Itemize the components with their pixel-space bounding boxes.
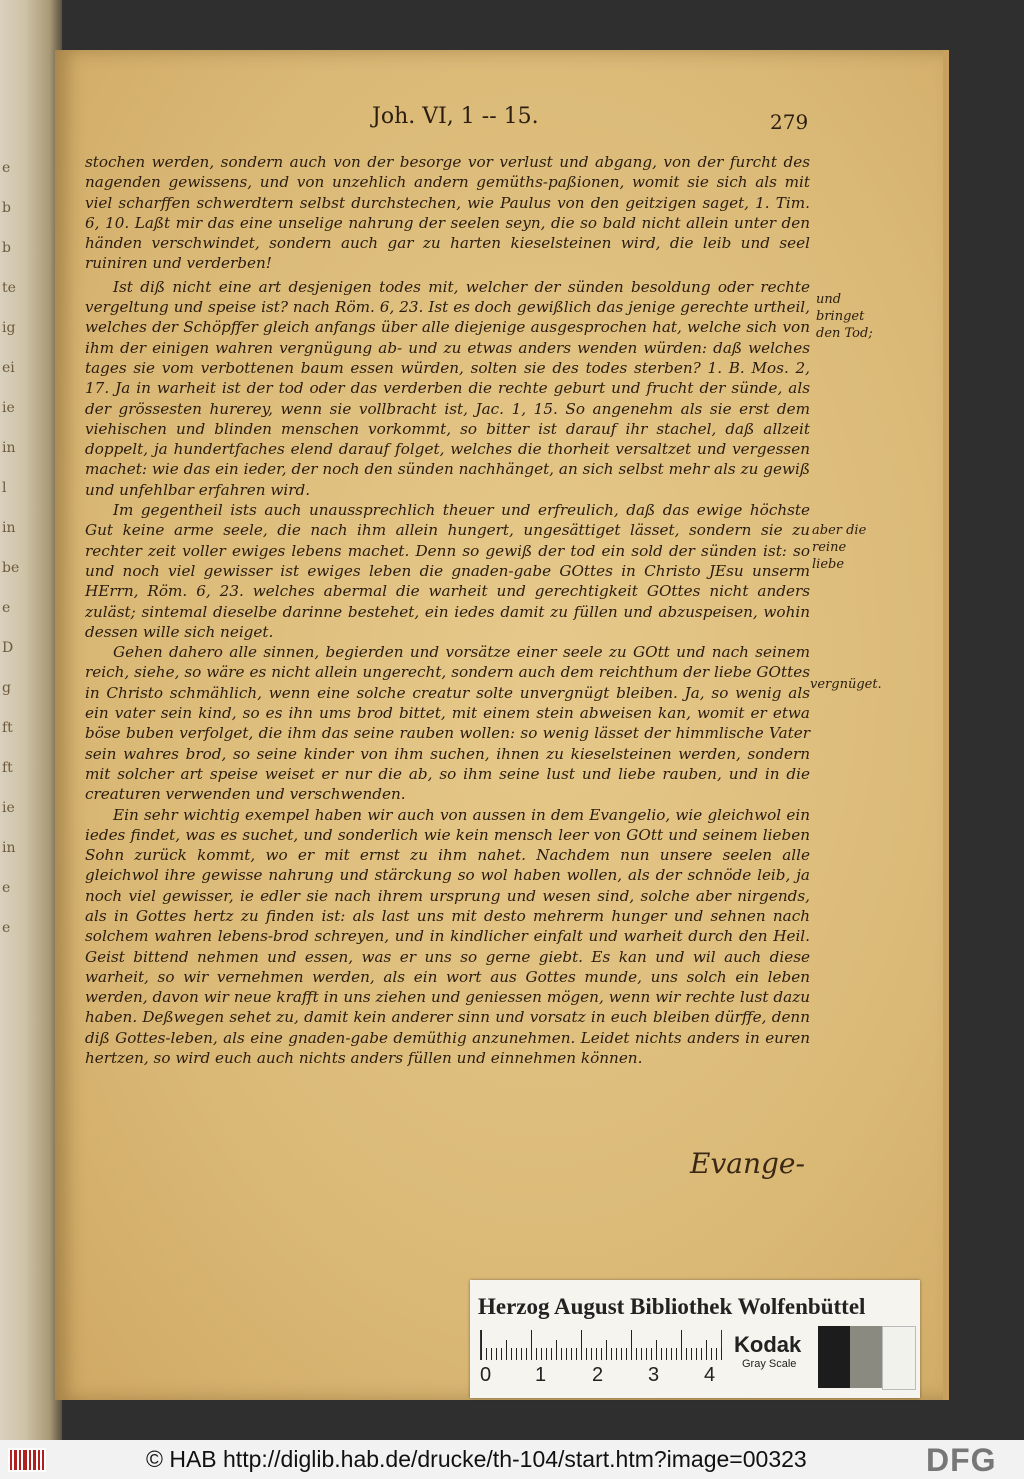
ruler-tick [541, 1348, 542, 1360]
ruler-tick [656, 1340, 657, 1360]
prev-page-fragment: ie [2, 400, 15, 416]
ruler-tick [521, 1348, 522, 1360]
ruler-tick [486, 1348, 487, 1360]
paragraph-2: Ist diß nicht eine art desjenigen todes mit, welcher der sünden besoldung oder rechte vergeltung und speise ist? nach Röm. 6, 23. Ist es doch gewißlich das jenige gerechte urtheil, welches der Schöpffer gleich anfangs über alle diejenige ausgesprochen hat, welche sich von ihm der einigen wahren vergnügung ab- und zu etwas anders wenden würden: daß welches tages sie vom verbottenen baum essen würden, solten sie des todes sterben? 1. B. Mos. 2, 17. Ja in warheit ist der tod oder das verderben die rechte geburt und frucht der sünde, als der grössesten hurerey, wenn sie vollbracht ist, Jac. 1, 15. So angenehm als sie erst dem viehischen und blinden menschen vorkommt, so bitter ist darauf ihr stachel, daß allzeit doppelt, ja hundertfaches elend darauf folget, welches die thorheit versaltzet und vergessen machet: wie das ein ieder, der noch den sünden nachhänget, an sich selbst mehr als zu gewiß und unfehlbar erfahren wird. [85, 277, 810, 499]
page-body-text [85, 152, 810, 1068]
paragraph-1: stochen werden, sondern auch von der besorge vor verlust und abgang, von der furcht des nagenden gewissens, und von unzehlich andern gemüths-paßionen, womit sie sich als mit viel scharffen schwerdtern selbst durchstechen, wie Paulus von den geitzigen saget, 1. Tim. 6, 10. Laßt mir das eine unselige nahrung der seelen seyn, die so bald nicht allein unter den händen verschwindet, sondern auch gar zu harten kieselsteinen wird, die leib und seel ruiniren und verderben! [85, 153, 810, 273]
previous-page-edge [0, 0, 62, 1440]
prev-page-fragment: e [2, 920, 11, 936]
prev-page-fragment: D [2, 640, 14, 656]
prev-page-fragment: ig [2, 320, 16, 336]
ruler-tick [706, 1340, 707, 1360]
prev-page-fragment: b [2, 200, 11, 216]
paragraph-4: Gehen dahero alle sinnen, begierden und vorsätze einer seele zu GOtt und nach seinem reich, siehe, so wäre es nicht allein ungerecht, sondern auch dem reichthum der liebe GOttes in Christo schmählich, wenn eine solche creatur solte unvergnügt bleiben. Ja, so wenig als ein vater sein kind, so es ihn ums brod bittet, mit einem stein abweisen kan, womit er etwa böse buben verfolget, die ihm das seine rauben wollen: so wenig lässet der himmlische Vater sein wahres brod, so seine kinder von ihm suchen, ihnen zu kieselsteinen werden, sondern mit solcher art speise weiset er nur die ab, so ihm seine lust und liebe rauben, und in die creaturen verwenden und verschwenden. [85, 643, 810, 804]
ruler-tick [611, 1348, 612, 1360]
ruler-tick [701, 1348, 702, 1360]
paragraph-5: Ein sehr wichtig exempel haben wir auch von aussen in dem Evangelio, wie gleichwol ein iedes findet, was es suchet, und sonderlich wie kein mensch leer von GOtt und seinem lieben Sohn zurück kommt, wo er mit ernst zu ihm nahet. Nachdem nun unsere seelen alle gleichwol ihre gewisse nahrung und stärckung so wol haben wollen, als der schnöde leib, ja noch viel gewisser, ie edler sie nach ihrem ursprung und wesen sind, solche aber nirgends, als in Gottes hertz zu finden ist: als last uns mit desto mehrerm hunger und sehnen nach solchem wahren lebens-brod schreyen, und in kindlicher einfalt und warheit durch den Heil. Geist bittend nehmen und essen, was er uns so gerne giebt. Es kan und wil auch diese warheit, so wir vernehmen werden, als ein wort aus Gottes munde, uns solch ein leben werden, davon wir neue krafft in uns ziehen und geniessen mögen, wenn wir rechte lust dazu haben. Deßwegen sehet zu, damit kein anderer sinn und vorsatz in euch bleiben dürffe, denn diß Gottes-leben, als eine gnaden-gabe demüthig anzunehmen. Leidet nichts anders in euren hertzen, so wird euch auch nichts anders füllen und einnehmen können. [85, 805, 810, 1068]
ruler-tick [506, 1340, 507, 1360]
ruler-tick [686, 1348, 687, 1360]
prev-page-fragment: in [2, 520, 16, 536]
ruler-tick [691, 1348, 692, 1360]
ruler-digit: 4 [704, 1364, 716, 1386]
kodak-name: Kodak [734, 1332, 802, 1357]
footer-copyright-link[interactable]: © HAB http://diglib.hab.de/drucke/th-104/start.htm?image=00323 [146, 1446, 807, 1472]
scale-ruler [480, 1330, 722, 1360]
prev-page-fragment: l [2, 480, 7, 496]
ruler-tick [551, 1348, 552, 1360]
prev-page-fragment: e [2, 600, 11, 616]
ruler-tick [651, 1348, 652, 1360]
running-title: Joh. VI, 1 -- 15. [372, 104, 539, 129]
page-number: 279 [770, 110, 809, 134]
footer-bar [0, 1440, 1024, 1479]
ruler-tick [721, 1348, 722, 1360]
ruler-tick [496, 1348, 497, 1360]
ruler-tick [561, 1348, 562, 1360]
ruler-tick [481, 1330, 482, 1360]
prev-page-fragment: e [2, 160, 11, 176]
ruler-digit: 1 [535, 1364, 547, 1386]
ruler-tick [676, 1348, 677, 1360]
ruler-digit: 0 [480, 1364, 492, 1386]
paragraph-3: Im gegentheil ists auch unaussprechlich theuer und erfreulich, daß das ewige höchste Gut keine arme seele, die nach ihm allein hungert, ungesättiget lässet, sondern sie zu rechter zeit voller ewiges lebens machet. Denn so gewiß der tod ein sold der sünden ist: so und noch viel gewisser ist ewiges leben die gnaden-gabe GOttes in Christo JEsu unserm HErrn, Röm. 6, 23. welches abermal die warheit und gerechtigkeit GOttes nicht anders zuläst; sintemal dieselbe darinne bestehet, ein iedes damit zu füllen und abzuspeisen, wohin dessen wille sich neiget. [85, 501, 810, 641]
ruler-tick [661, 1348, 662, 1360]
prev-page-fragment: g [2, 680, 11, 696]
ruler-tick [621, 1348, 622, 1360]
ruler-digit: 3 [648, 1364, 660, 1386]
prev-page-fragment: b [2, 240, 11, 256]
gray-patch-light [882, 1326, 916, 1390]
ruler-tick [566, 1348, 567, 1360]
prev-page-fragment: te [2, 280, 16, 296]
prev-page-fragment: ft [2, 760, 13, 776]
barcode-icon [8, 1448, 46, 1472]
ruler-tick [531, 1330, 532, 1360]
gray-patch-mid [850, 1326, 882, 1388]
ruler-tick [666, 1348, 667, 1360]
library-color-target [470, 1280, 920, 1398]
prev-page-fragment: be [2, 560, 20, 576]
margin-note-3: vergnüget. [810, 677, 882, 692]
ruler-tick [711, 1348, 712, 1360]
ruler-tick [491, 1348, 492, 1360]
ruler-tick [606, 1340, 607, 1360]
ruler-tick [671, 1348, 672, 1360]
ruler-tick [546, 1348, 547, 1360]
ruler-tick [596, 1348, 597, 1360]
ruler-tick [716, 1348, 717, 1360]
ruler-tick [526, 1348, 527, 1360]
margin-note-2: aber die reine liebe [812, 523, 867, 572]
catchword: Evange- [690, 1147, 805, 1180]
ruler-tick [571, 1348, 572, 1360]
prev-page-fragment: ie [2, 800, 15, 816]
prev-page-fragment: ft [2, 720, 13, 736]
prev-page-fragment: in [2, 440, 16, 456]
ruler-tick [696, 1348, 697, 1360]
ruler-tick [556, 1340, 557, 1360]
ruler-tick [581, 1330, 582, 1360]
ruler-tick [631, 1330, 632, 1360]
ruler-tick [511, 1348, 512, 1360]
prev-page-fragment: ei [2, 360, 15, 376]
ruler-tick [616, 1348, 617, 1360]
ruler-tick [636, 1348, 637, 1360]
ruler-digit: 2 [592, 1364, 604, 1386]
ruler-tick [536, 1348, 537, 1360]
prev-page-fragment: e [2, 880, 11, 896]
ruler-tick [626, 1348, 627, 1360]
prev-page-fragment: in [2, 840, 16, 856]
ruler-tick [681, 1330, 682, 1360]
library-name: Herzog August Bibliothek Wolfenbüttel [478, 1294, 866, 1319]
ruler-tick [641, 1348, 642, 1360]
dfg-logo: DFG [926, 1442, 997, 1478]
ruler-tick [601, 1348, 602, 1360]
gray-patch-dark [818, 1326, 850, 1388]
ruler-tick [501, 1348, 502, 1360]
margin-note-1: und bringet den Tod; [816, 292, 873, 341]
ruler-tick [646, 1348, 647, 1360]
ruler-tick [576, 1348, 577, 1360]
ruler-tick [516, 1348, 517, 1360]
kodak-subtitle: Gray Scale [742, 1358, 797, 1370]
ruler-tick [591, 1348, 592, 1360]
ruler-tick [586, 1348, 587, 1360]
kodak-logo [734, 1332, 801, 1370]
